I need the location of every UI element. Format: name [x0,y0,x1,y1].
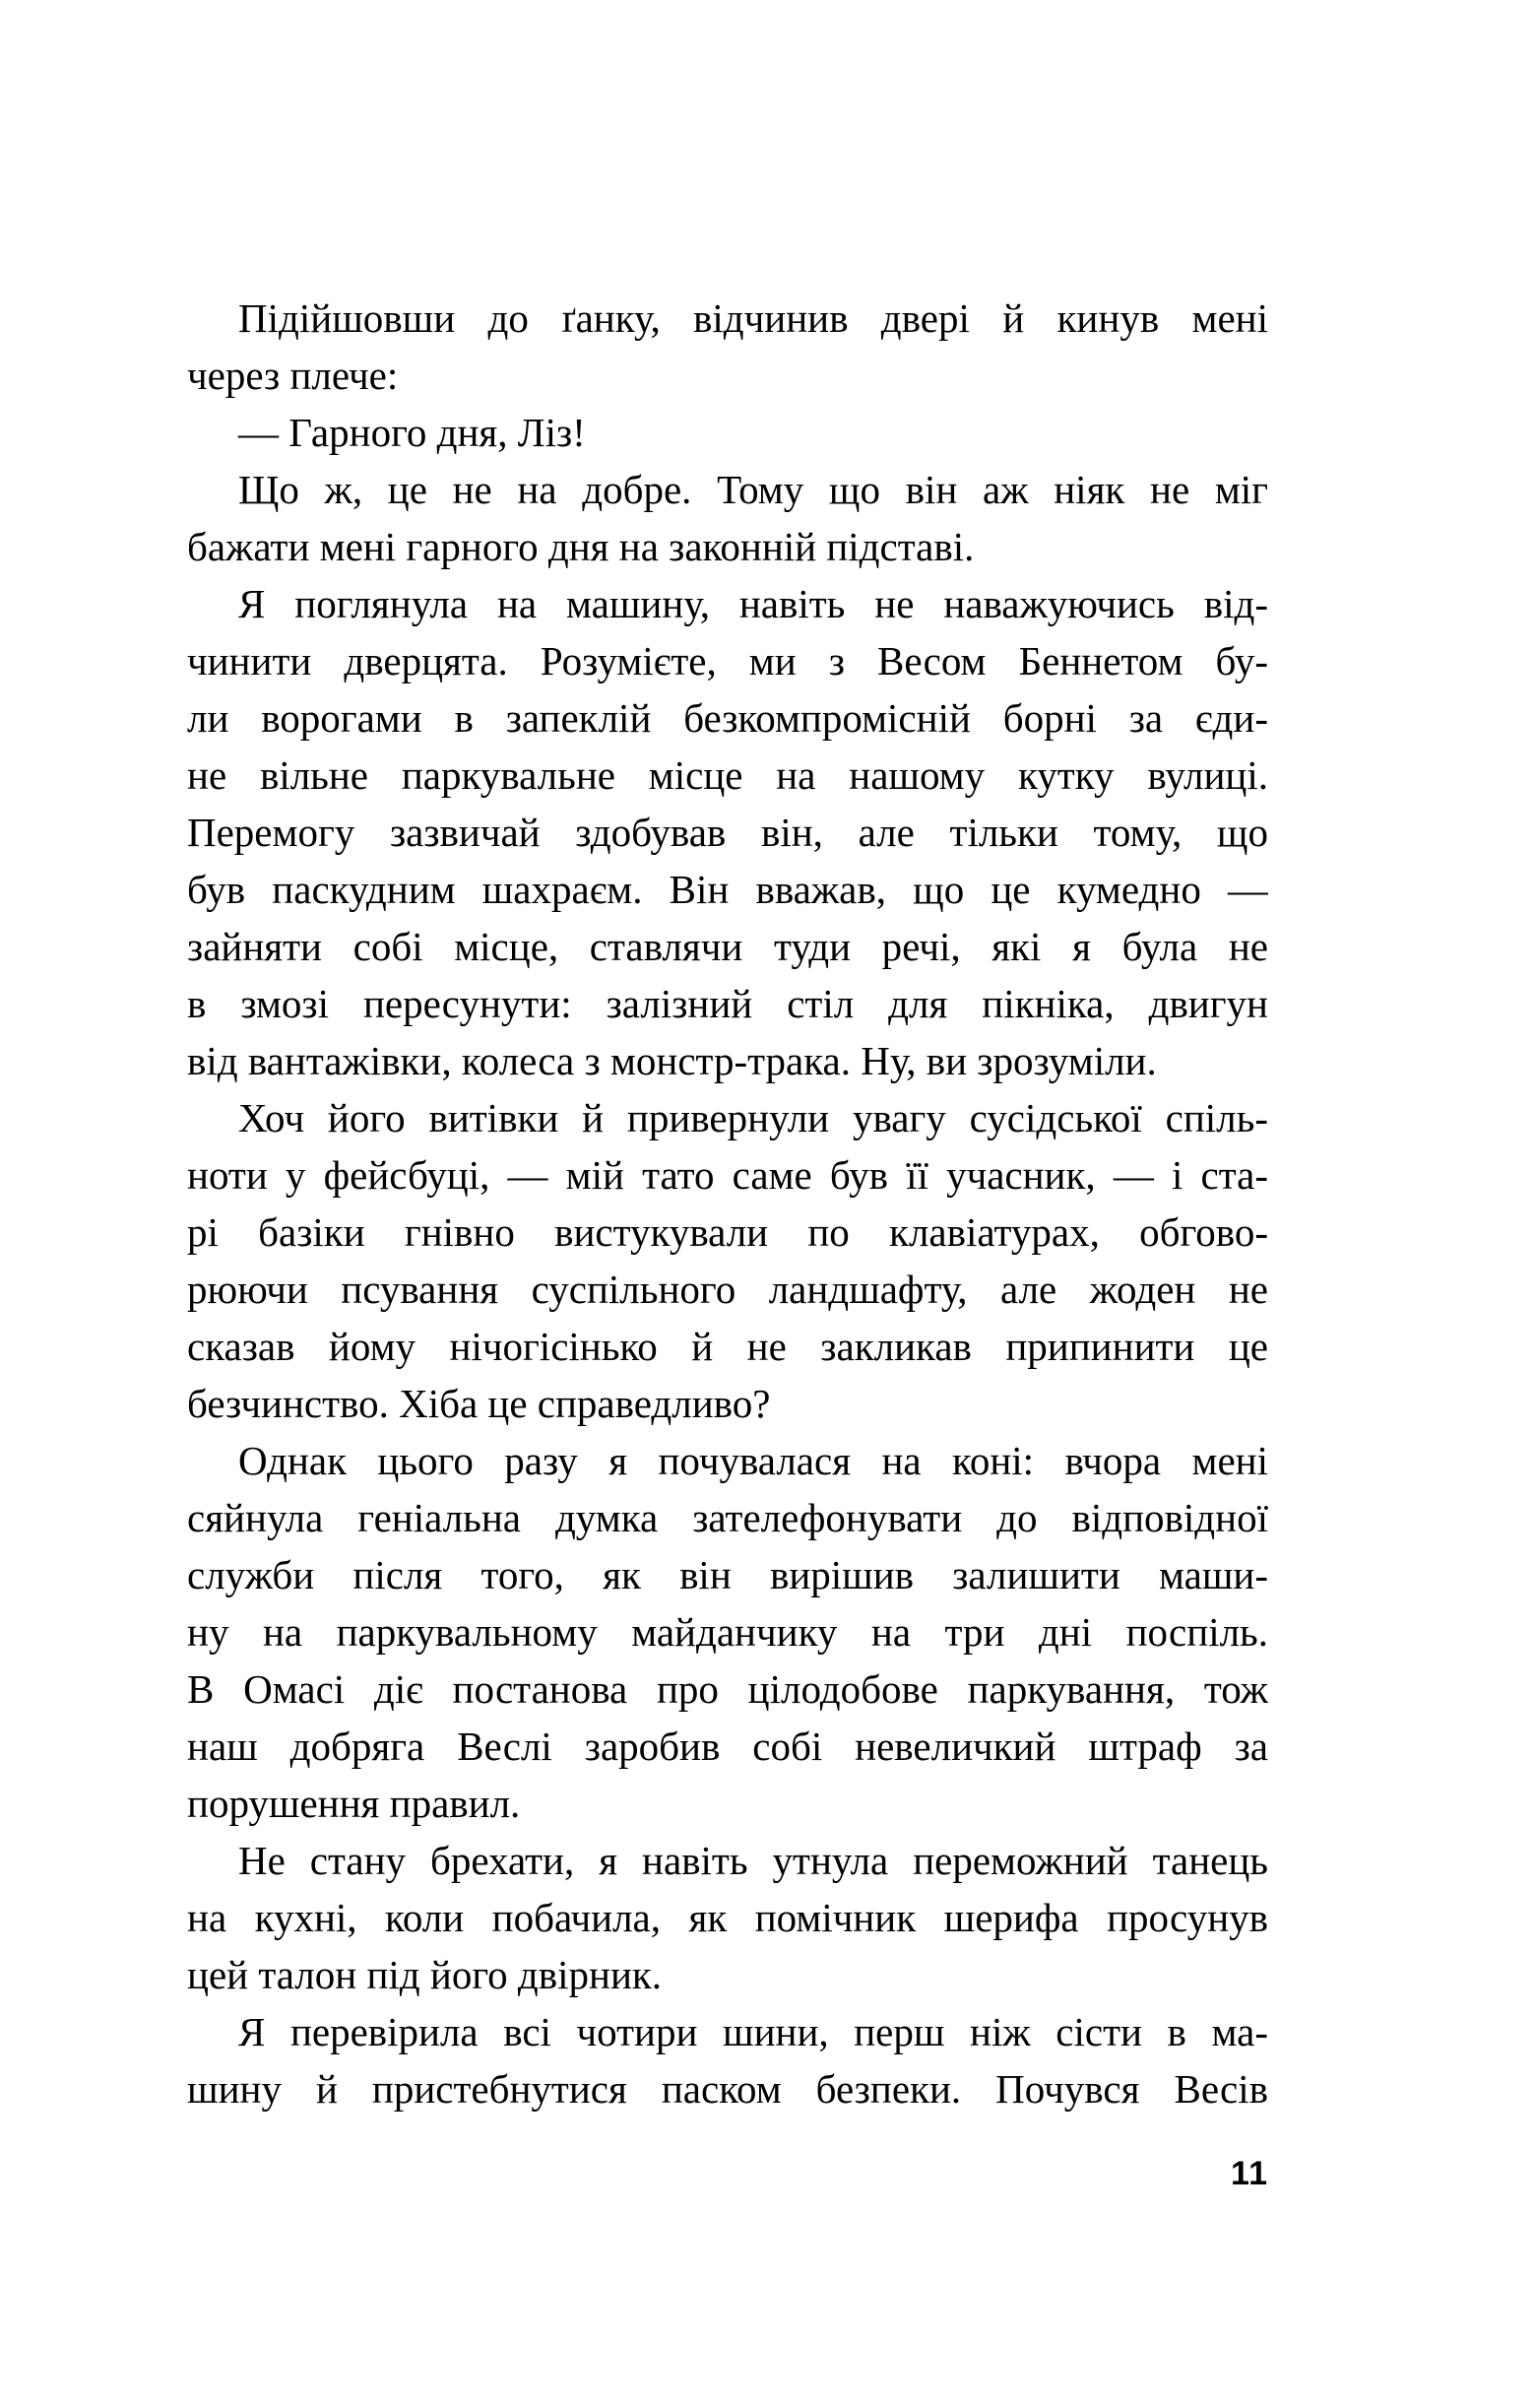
text-line: Перемогу зазвичай здобував він, але тільки тому, що [187,810,1268,855]
text-line: Хоч його витівки й привернули увагу сусідської спіль- [238,1095,1268,1140]
text-line: через плече: [187,353,399,398]
text-line: порушення правил. [187,1781,521,1826]
text-line: чинити дверцята. Розумієте, ми з Весом Беннетом бу- [187,638,1268,683]
text-line: — Гарного дня, Ліз! [238,410,586,455]
text-line: Що ж, це не на добре. Тому що він аж ніяк не міг [238,467,1268,512]
text-line: Я поглянула на машину, навіть не наважуючись від- [238,581,1268,626]
paragraph [187,2003,1268,2117]
text-line: ноти у фейсбуці, — мій тато саме був її учасник, — і ста- [187,1152,1268,1198]
text-line: в змозі пересунути: залізний стіл для пікніка, двигун [187,981,1268,1026]
text-line: на кухні, коли побачила, як помічник шерифа просунув [187,1895,1268,1940]
paragraph [187,575,1268,1089]
text-line: рюючи псування суспільного ландшафту, але жоден не [187,1267,1268,1312]
text-line: цей талон під його двірник. [187,1952,663,1997]
paragraph [187,290,1268,404]
text-line: зайняти собі місце, ставлячи туди речі, які я була не [187,924,1268,969]
text-line: сказав йому нічогісінько й не закликав припинити це [187,1324,1268,1369]
text-line: сяйнула геніальна думка зателефонувати до відповідної [187,1495,1268,1540]
paragraph [187,461,1268,575]
text-line: від вантажівки, колеса з монстр-трака. Ну, ви зрозуміли. [187,1038,1157,1083]
text-line: Не стану брехати, я навіть утнула переможний танець [238,1838,1268,1883]
text-line: ну на паркувальному майданчику на три дні поспіль. [187,1609,1268,1655]
paragraph [187,1089,1268,1432]
text-line: бажати мені гарного дня на законній підставі. [187,524,975,569]
text-line: служби після того, як він вирішив залишити маши- [187,1552,1268,1597]
text-line: був паскудним шахраєм. Він вважав, що це кумедно — [187,867,1268,912]
paragraph [187,1432,1268,1832]
text-block [187,290,1268,2117]
text-line: В Омасі діє постанова про цілодобове паркування, тож [187,1666,1268,1712]
text-line: рі базіки гнівно вистукували по клавіатурах, обгово- [187,1209,1268,1255]
text-line: Я перевірила всі чотири шини, перш ніж сісти в ма- [238,2009,1268,2054]
page-number: 11 [1231,2155,1268,2192]
text-line: Однак цього разу я почувалася на коні: вчора мені [238,1438,1268,1483]
text-line: ли ворогами в запеклій безкомпромісній борні за єди- [187,695,1268,741]
text-line: не вільне паркувальне місце на нашому кутку вулиці. [187,752,1268,798]
text-line: безчинство. Хіба це справедливо? [187,1381,771,1426]
paragraph [187,1832,1268,2003]
text-line: наш добряга Веслі заробив собі невеличкий штраф за [187,1724,1268,1769]
text-line: шину й пристебнутися паском безпеки. Почувся Весів [187,2066,1268,2112]
paragraph-dialogue [187,404,1268,461]
text-line: Підійшовши до ґанку, відчинив двері й кинув мені [238,295,1268,341]
